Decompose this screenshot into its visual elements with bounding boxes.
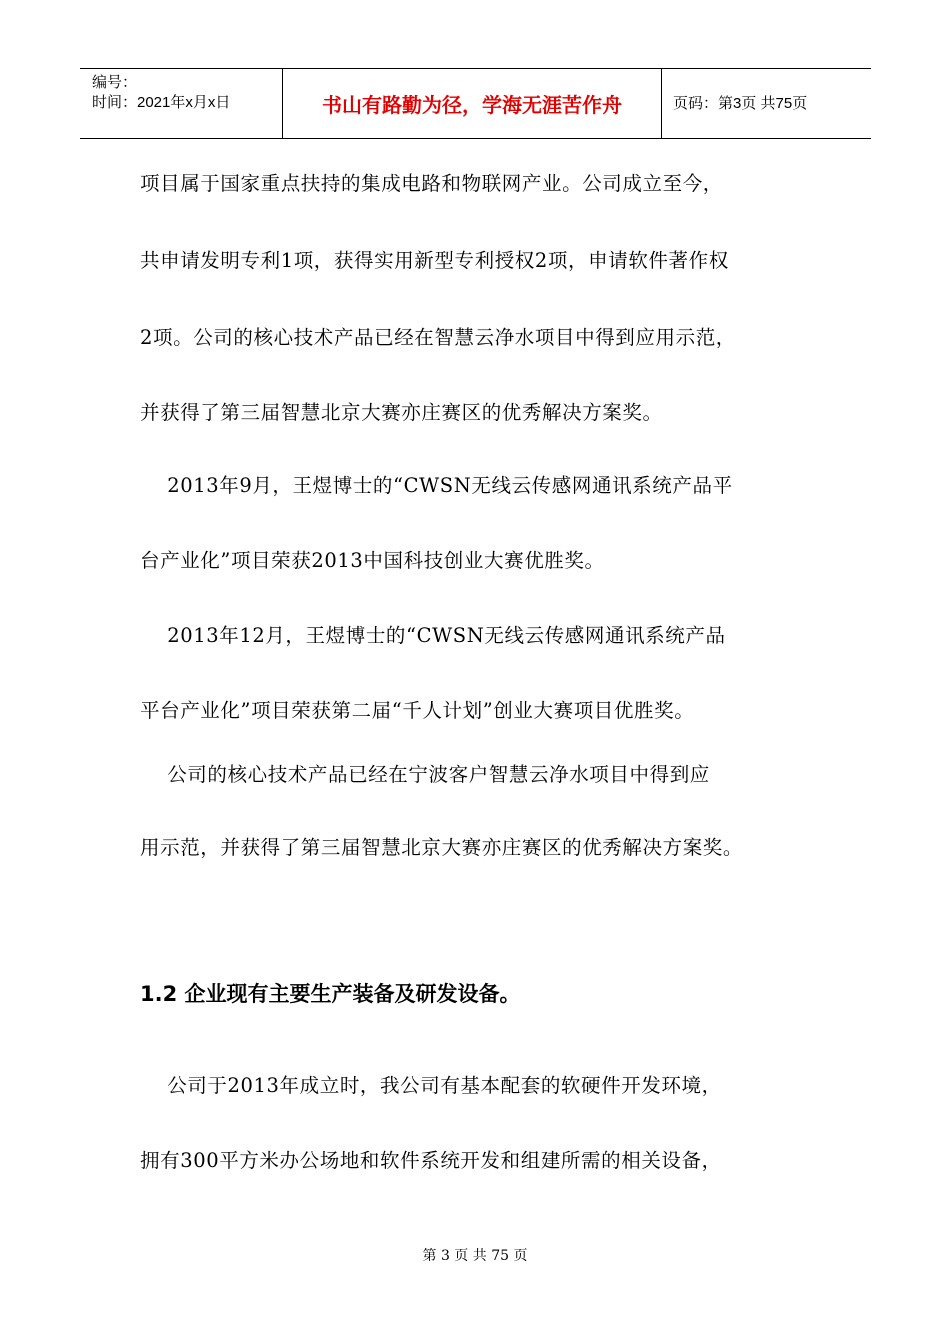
page-footer: 第 3 页 共 75 页 (422, 1248, 528, 1264)
body-line: 2项。公司的核心技术产品已经在智慧云净水项目中得到应用示范， (140, 326, 736, 349)
number-label: 编号： (92, 74, 138, 91)
body-line: 台产业化”项目荣获2013中国科技创业大赛优胜奖。 (140, 549, 605, 572)
header-meta (80, 69, 283, 138)
time-label: 时间：2021年x月x日 (92, 94, 231, 111)
body-line: 2013年12月，王煜博士的“CWSN无线云传感网通讯系统产品 (140, 624, 726, 647)
body-line: 共申请发明专利1项，获得实用新型专利授权2项，申请软件著作权 (140, 249, 729, 272)
body-line: 项目属于国家重点扶持的集成电路和物联网产业。公司成立至今， (140, 172, 723, 195)
section-heading: 1.2 企业现有主要生产装备及研发设备。 (140, 982, 521, 1006)
page-info: 页码：第3页 共75页 (673, 95, 808, 112)
body-line: 2013年9月，王煜博士的“CWSN无线云传感网通讯系统产品平 (140, 474, 733, 497)
page-header (80, 68, 871, 139)
body-line: 平台产业化”项目荣获第二届“千人计划”创业大赛项目优胜奖。 (140, 699, 695, 722)
header-motto: 书山有路勤为径，学海无涯苦作舟 (283, 69, 662, 138)
body-line: 公司于2013年成立时，我公司有基本配套的软硬件开发环境， (140, 1074, 722, 1097)
body-line: 拥有300平方米办公场地和软件系统开发和组建所需的相关设备， (140, 1149, 722, 1172)
body-line: 公司的核心技术产品已经在宁波客户智慧云净水项目中得到应 (140, 763, 710, 786)
body-line: 用示范，并获得了第三届智慧北京大赛亦庄赛区的优秀解决方案奖。 (140, 836, 744, 859)
body-line: 并获得了第三届智慧北京大赛亦庄赛区的优秀解决方案奖。 (140, 401, 663, 424)
